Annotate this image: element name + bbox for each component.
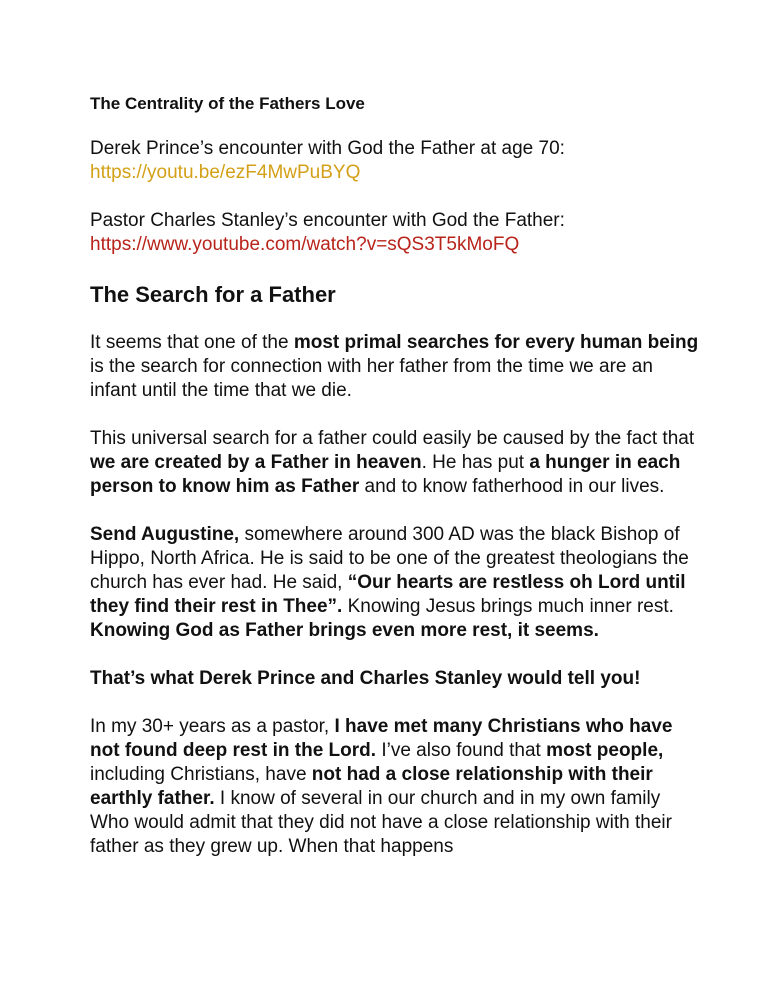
bold-run: That’s what Derek Prince and Charles Stanley would tell you! (90, 668, 641, 689)
charles-stanley-link-line (90, 209, 700, 257)
text-run: I know of several in our church and in my own family Who would admit that they did not have a close relationship with their father as they grew up. When that happens (90, 788, 672, 857)
document-body (90, 92, 700, 883)
link-prefix: Derek Prince’s encounter with God the Father at age 70: (90, 138, 565, 159)
paragraph-2 (90, 427, 700, 499)
text-run: . He has put (421, 452, 530, 473)
bold-run: I have met many Christians who have not found deep rest in the Lord. (90, 716, 673, 761)
paragraph-5 (90, 715, 700, 859)
text-run: is the search for connection with her father from the time we are an infant until the time that we die. (90, 356, 653, 401)
document-title: The Centrality of the Fathers Love (90, 94, 365, 113)
derek-prince-link-line (90, 137, 700, 185)
bold-run: most primal searches for every human being (293, 332, 699, 353)
paragraph-1 (90, 331, 700, 403)
bold-run: Knowing God as Father brings even more rest, it seems. (90, 620, 599, 641)
text-run: This universal search for a father could easily be caused by the fact that (90, 428, 695, 449)
link-prefix: Pastor Charles Stanley’s encounter with God the Father: (90, 210, 565, 231)
text-run: and to know fatherhood in our lives. (359, 476, 665, 497)
text-run: It seems that one of the (90, 332, 294, 353)
bold-run: not had a close relationship with their earthly father. (90, 764, 653, 809)
bold-run: most people, (546, 740, 664, 761)
bold-run: a hunger in each person to know him as Father (90, 452, 681, 497)
text-run: including Christians, have (90, 764, 312, 785)
bold-run: Send Augustine, (90, 524, 240, 545)
text-run: In my 30+ years as a pastor, (90, 716, 335, 737)
charles-stanley-video-link[interactable]: https://www.youtube.com/watch?v=sQS3T5kMoFQ (90, 234, 520, 255)
paragraph-4 (90, 667, 700, 691)
section-heading: The Search for a Father (90, 282, 336, 307)
derek-prince-video-link[interactable]: https://youtu.be/ezF4MwPuBYQ (90, 162, 361, 183)
paragraph-3 (90, 523, 700, 643)
text-run: Knowing Jesus brings much inner rest. (342, 596, 674, 617)
text-run: somewhere around 300 AD was the black Bishop of Hippo, North Africa. He is said to be one of the greatest theologians the church has ever had. He said, (90, 524, 689, 593)
bold-quote: “Our hearts are restless oh Lord until they find their rest in Thee”. (90, 572, 686, 617)
bold-run: we are created by a Father in heaven (90, 452, 422, 473)
text-run: I’ve also found that (376, 740, 547, 761)
